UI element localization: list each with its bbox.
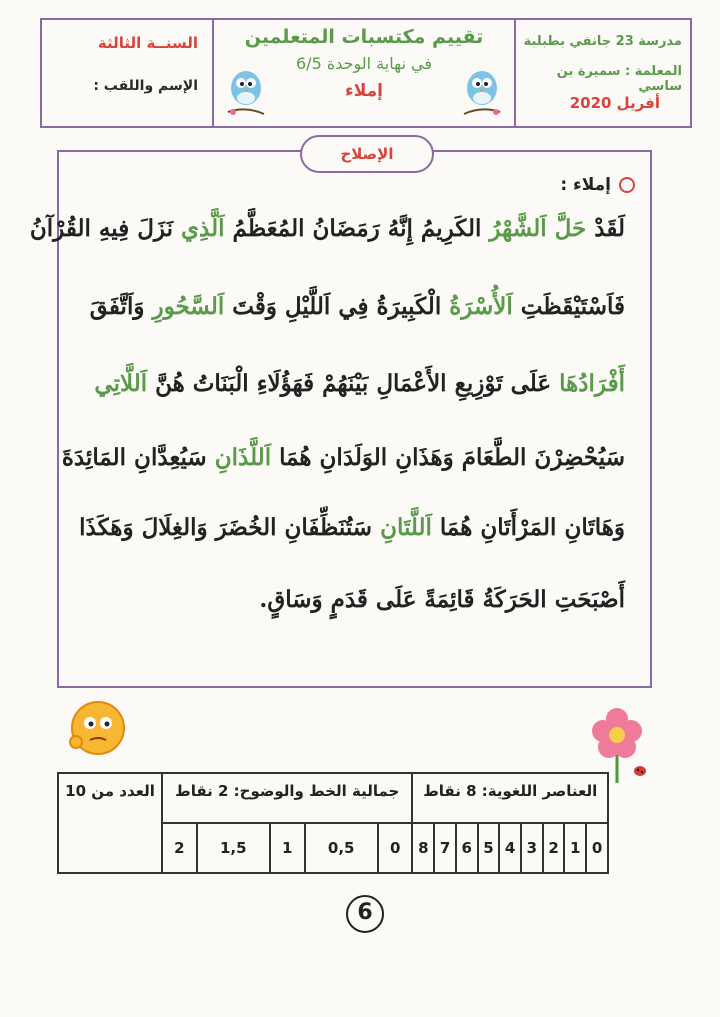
header-left (42, 20, 214, 126)
handwriting-score-cell[interactable]: 0 (378, 823, 413, 873)
text-line (89, 293, 625, 320)
text-segment: سَيُعِدَّانِ المَائِدَةَ (61, 444, 215, 471)
handwriting-criterion: جمالية الخط والوضوح: 2 نقاط (162, 773, 412, 823)
page-number: 6 (346, 895, 384, 933)
correction-badge: الإصلاح (300, 135, 434, 173)
language-score-cell[interactable]: 7 (434, 823, 456, 873)
date-label: أفريل 2020 (569, 94, 660, 112)
language-criterion: العناصر اللغوية: 8 نقاط (412, 773, 608, 823)
language-score-cell[interactable]: 3 (521, 823, 543, 873)
header-middle (214, 20, 516, 126)
highlighted-word: أَفْرَادُهَا (559, 370, 625, 397)
header-box (40, 18, 692, 128)
header-right (516, 20, 690, 126)
text-line (94, 370, 625, 397)
handwriting-score-cell[interactable]: 1,5 (197, 823, 270, 873)
language-score-cell[interactable]: 2 (543, 823, 565, 873)
highlighted-word: اَللَّتَانِ (380, 514, 432, 541)
header-subtitle: في نهاية الوحدة 6/5 (296, 54, 432, 73)
thinking-smiley-icon (64, 700, 128, 760)
text-line (79, 514, 625, 541)
bullet-circle-icon (619, 177, 635, 193)
teacher-name: المعلمة : سميرة بن ساسي (556, 64, 682, 94)
text-segment: نَزَلَ فِيهِ القُرْآنُ (29, 215, 182, 242)
language-score-cell[interactable]: 6 (456, 823, 478, 873)
highlighted-word: اَلأُسْرَةُ (449, 293, 513, 320)
highlighted-word: حَلَّ اَلشَّهْرُ (489, 215, 587, 242)
text-segment: أَصْبَحَتِ الحَرَكَةُ قَائِمَةً عَلَى قَدَمٍ وَسَاقٍ. (259, 586, 625, 613)
name-field-label: الإسم واللقب : (93, 78, 198, 94)
highlighted-word: اَللَّذَانِ (214, 444, 272, 471)
text-line (61, 444, 625, 471)
header-subject: إملاء (345, 81, 383, 101)
highlighted-word: اَلسَّحُورِ (152, 293, 225, 320)
school-name: مدرسة 23 جانفي بطبلبة (523, 34, 682, 49)
grade-label: السنــة الثالثة (97, 34, 198, 52)
header-title: تقييم مكتسبات المتعلمين (244, 26, 484, 48)
text-segment: عَلَى تَوْزِيعِ الأَعْمَالِ بَيْنَهُمْ فَهَؤُلَاءِ الْبَنَاتُ هُنَّ (147, 370, 560, 397)
highlighted-word: اَلَّذِي (181, 215, 225, 242)
language-score-cell[interactable]: 5 (478, 823, 500, 873)
language-score-cell[interactable]: 8 (412, 823, 434, 873)
section-title: إملاء : (560, 175, 611, 195)
text-line (29, 215, 625, 242)
language-score-cell[interactable]: 1 (564, 823, 586, 873)
highlighted-word: اَللَّاتِي (94, 370, 148, 397)
text-segment: وَاَتَّفَقَ (89, 293, 153, 320)
language-score-cell[interactable]: 0 (586, 823, 608, 873)
handwriting-score-cell[interactable]: 1 (270, 823, 305, 873)
text-segment: فَاَسْتَيْقَظَتِ (512, 293, 625, 320)
text-segment: سَيُحْضِرْنَ الطَّعَامَ وَهَذَانِ الوَلَدَانِ هُمَا (271, 444, 625, 471)
scoring-grid (57, 772, 609, 872)
text-segment: وَهَاتَانِ المَرْأَتَانِ هُمَا (431, 514, 625, 541)
bird-left-icon (224, 62, 268, 118)
text-segment: الكَرِيمُ إِنَّهُ رَمَضَانُ المُعَظَّمُ (224, 215, 490, 242)
handwriting-score-cell[interactable]: 0,5 (305, 823, 378, 873)
text-segment: الْكَبِيرَةُ فِي اَللَّيْلِ وَقْتَ (224, 293, 450, 320)
text-line (105, 586, 625, 613)
language-score-cell[interactable]: 4 (499, 823, 521, 873)
bird-right-icon (460, 62, 504, 118)
handwriting-score-cell[interactable]: 2 (162, 823, 197, 873)
section-heading (560, 175, 635, 195)
text-segment: لَقَدْ (586, 215, 625, 242)
text-segment: سَتُنَظِّفَانِ الخُضَرَ وَالغِلَالَ وَهَكَذَا (79, 514, 381, 541)
total-score-cell: العدد من 10 (58, 773, 162, 873)
